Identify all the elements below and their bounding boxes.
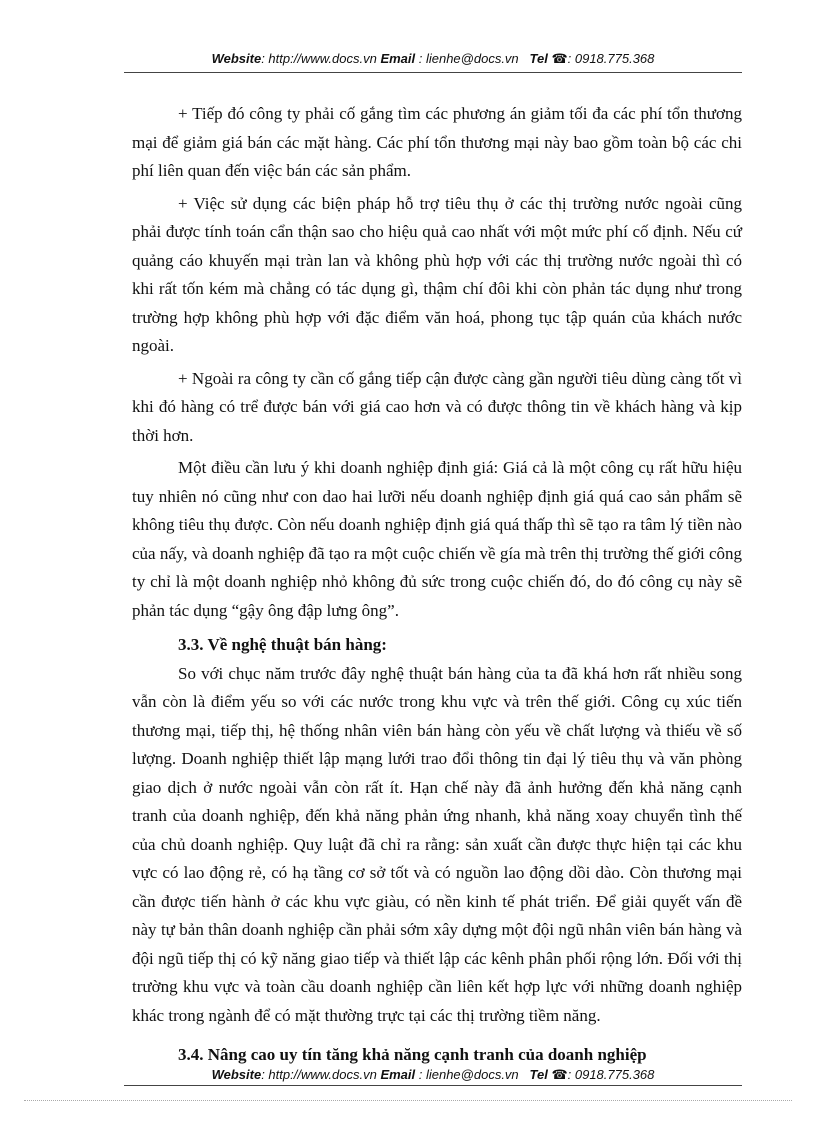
footer-email-label: Email (380, 1067, 416, 1082)
footer-phone-icon: ☎ (551, 1067, 568, 1082)
page-footer (124, 1067, 742, 1083)
paragraph-consumer-access: + Ngoài ra công ty cần cố gắng tiếp cận được càng gần người tiêu dùng càng tốt vì khi đó hàng có trể được bán với giá cao hơn và có được thông tin về khách hàng và kịp thời hơn. (132, 368, 742, 445)
phone-icon: ☎ (551, 51, 568, 66)
page-edge-dots (24, 1100, 792, 1101)
footer-divider (124, 1085, 742, 1086)
header-divider (124, 72, 742, 73)
section-heading-3-4: 3.4. Nâng cao uy tín tăng khả năng cạnh tranh của doanh nghiệp (178, 1045, 647, 1064)
email-label: Email (380, 51, 416, 66)
footer-email-value[interactable]: : lienhe@docs.vn (415, 1067, 519, 1082)
paragraph-cost-reduction: + Tiếp đó công ty phải cố gắng tìm các phương án giảm tối đa các phí tổn thương mại để giảm giá bán các mặt hàng. Các phí tổn thương mại này bao gồm toàn bộ các chi phí liên quan đến việc bán các sản phẩm. (132, 104, 742, 180)
tel-label: Tel (529, 51, 548, 66)
website-value[interactable]: : http://www.docs.vn (261, 51, 377, 66)
document-body (132, 100, 742, 1030)
footer-tel-label: Tel (529, 1067, 548, 1082)
tel-value: : 0918.775.368 (567, 51, 655, 66)
footer-tel-value: : 0918.775.368 (567, 1067, 655, 1082)
footer-website-value[interactable]: : http://www.docs.vn (261, 1067, 377, 1082)
paragraph-sales-support: + Việc sử dụng các biện pháp hỗ trợ tiêu thụ ở các thị trường nước ngoài cũng phải được tính toán cẩn thận sao cho hiệu quả cao nhất với một mức phí cố định. Nếu cứ quảng cáo khuyến mại tràn lan và không phù hợp với các thị trường nước ngoài thì có khi rất tốn kém mà chẳng có tác dụng gì, thậm chí đôi khi còn phản tác dụng như trong trường hợp không phù hợp với đặc điểm văn hoá, phong tục tập quán của khách nước ngoài. (132, 193, 742, 355)
paragraph-sales-art: So với chục năm trước đây nghệ thuật bán hàng của ta đã khá hơn rất nhiều song vẫn còn là điểm yếu so với các nước trong khu vực và trên thế giới. Công cụ xúc tiến thương mại, tiếp thị, hệ thống nhân viên bán hàng còn yếu về chất lượng và thiếu về số lượng. Doanh nghiệp thiết lập mạng lưới trao đổi thông tin đại lý tiêu thụ và văn phòng giao dịch ở nước ngoài vẫn còn rất ít. Hạn chế này đã ảnh hưởng đến khả năng cạnh tranh của doanh nghiệp, đến khả năng phản ứng nhanh, khả năng xoay chuyển tình thế của chủ doanh nghiệp. Quy luật đã chỉ ra rằng: sản xuất cần được thực hiện tại các khu vực có lao động rẻ, có hạ tầng cơ sở tốt và có nguồn lao động dồi dào. Còn thương mại cần được tiến hành ở các khu vực giàu, có nền kinh tế phát triển. Để giải quyết vấn đề này tự bản thân doanh nghiệp cần phải sớm xây dựng một đội ngũ nhân viên bán hàng và đội ngũ tiếp thị có kỹ năng giao tiếp và thiết lập các kênh phân phối rộng lớn. Đối với thị trường khu vực và toàn cầu doanh nghiệp cần liên kết hợp lực với những doanh nghiệp khác trong ngành để có mặt thường trực tại các thị trường tiềm năng. (132, 663, 742, 1025)
email-value[interactable]: : lienhe@docs.vn (415, 51, 519, 66)
page-header (124, 51, 742, 67)
website-label: Website (211, 51, 262, 66)
footer-website-label: Website (211, 1067, 262, 1082)
section-heading-3-3: 3.3. Về nghệ thuật bán hàng: (178, 635, 387, 654)
paragraph-pricing: Một điều cần lưu ý khi doanh nghiệp định giá: Giá cả là một công cụ rất hữu hiệu tuy nhiên nó cũng như con dao hai lưỡi nếu doanh nghiệp định giá quá cao sản phẩm sẽ không tiêu thụ được. Còn nếu doanh nghiệp định giá quá thấp thì sẽ tạo ra tâm lý tiền nào của nấy, và doanh nghiệp đã tạo ra một cuộc chiến về gía mà trên thị trường thế giới công ty chỉ là một doanh nghiệp nhỏ không đủ sức trong cuộc chiến đó, do đó công cụ này sẽ phản tác dụng “gậy ông đập lưng ông”. (132, 458, 742, 620)
